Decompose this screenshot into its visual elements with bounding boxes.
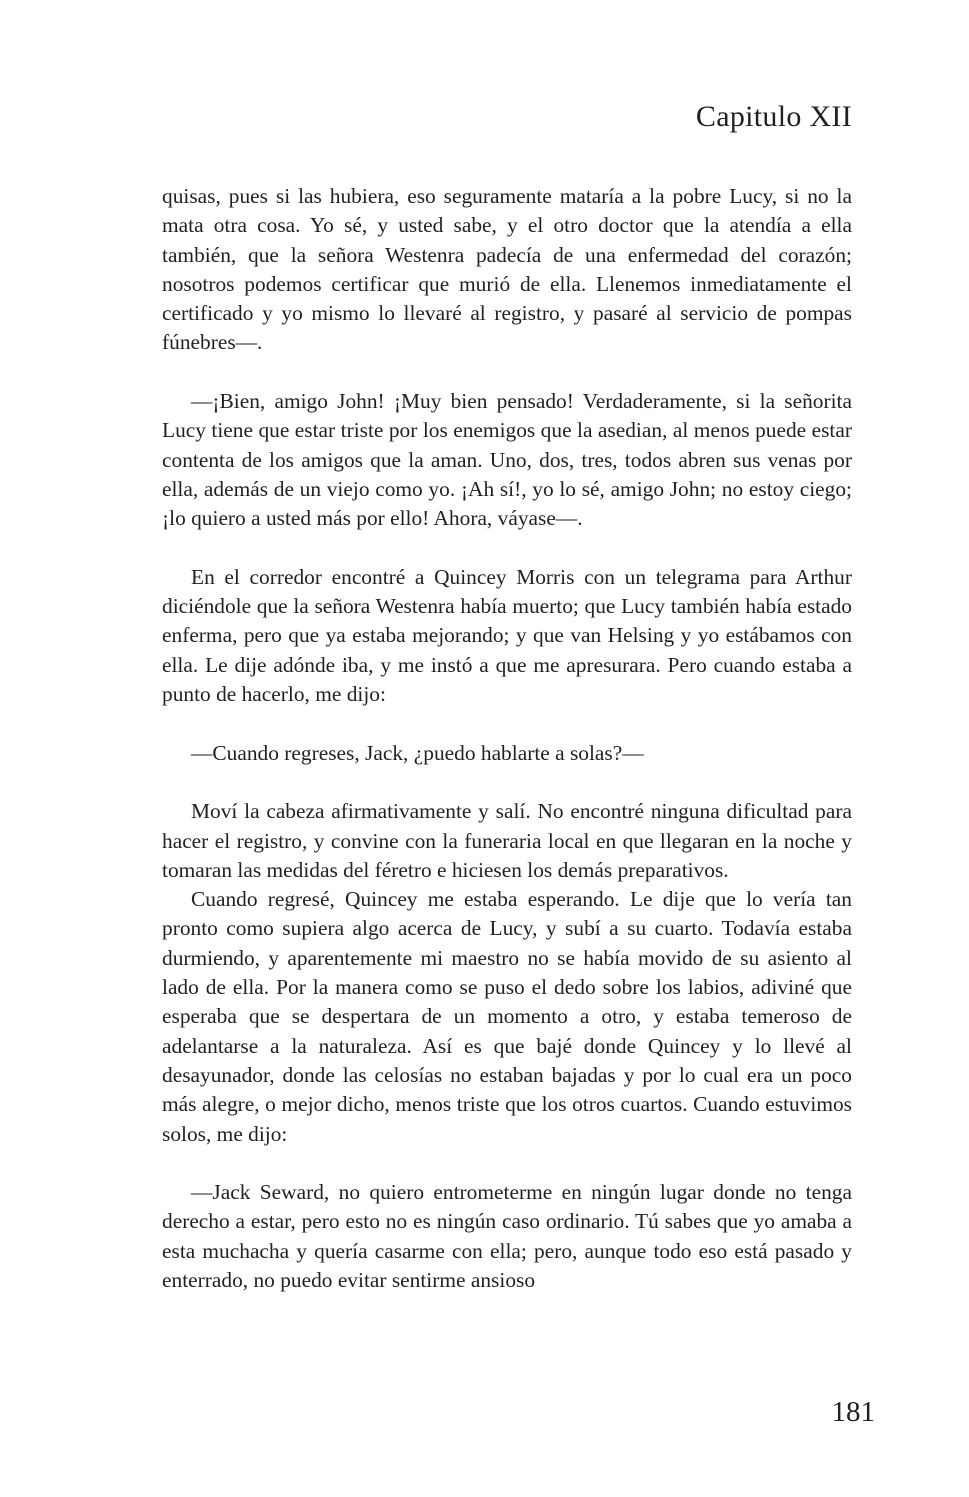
paragraph: —Cuando regreses, Jack, ¿puedo hablarte a solas?— (191, 740, 644, 765)
paragraph: quisas, pues si las hubiera, eso seguramente mataría a la pobre Lucy, si no la mata otra cosa. Yo sé, y usted sabe, y el otro doctor que la atendía a ella también, que la señora Westenra padecía de una enfermedad del corazón; nosotros podemos certificar que murió de ella. Llenemos inmediatamente el certificado y yo mismo lo llevaré al registro, y pasaré al servicio de pompas fúnebres—. (162, 184, 852, 355)
paragraph: En el corredor encontré a Quincey Morris con un telegrama para Arthur diciéndole que la señora Westenra había muerto; que Lucy también había estado enferma, pero que ya estaba mejorando; y que van Helsing y yo estábamos con ella. Le dije adónde iba, y me instó a que me apresurara. Pero cuando estaba a punto de hacerlo, me dijo: (162, 564, 852, 707)
chapter-title: Capitulo XII (695, 100, 852, 133)
paragraph: —Jack Seward, no quiero entrometerme en ningún lugar donde no tenga derecho a estar, pero esto no es ningún caso ordinario. Tú sabes que yo amaba a esta muchacha y quería casarme con ella; pero, aunque todo eso está pasado y enterrado, no puedo evitar sentirme ansioso (162, 1180, 852, 1292)
paragraph: —¡Bien, amigo John! ¡Muy bien pensado! Verdaderamente, si la señorita Lucy tiene que estar triste por los enemigos que la asedian, al menos puede estar contenta de los amigos que la aman. Uno, dos, tres, todos abren sus venas por ella, además de un viejo como yo. ¡Ah sí!, yo lo sé, amigo John; no estoy ciego; ¡lo quiero a usted más por ello! Ahora, váyase—. (162, 389, 852, 531)
paragraph: Moví la cabeza afirmativamente y salí. No encontré ninguna dificultad para hacer el registro, y convine con la funeraria local en que llegaran en la noche y tomaran las medidas del féretro e hiciesen los demás preparativos. (162, 799, 852, 882)
page-number: 181 (831, 1396, 875, 1428)
body-text (162, 182, 852, 1295)
paragraph: Cuando regresé, Quincey me estaba esperando. Le dije que lo vería tan pronto como supiera algo acerca de Lucy, y subí a su cuarto. Todavía estaba durmiendo, y aparentemente mi maestro no se había movido de su asiento al lado de ella. Por la manera como se puso el dedo sobre los labios, adiviné que esperaba que se despertara de un momento a otro, y estaba temeroso de adelantarse a la naturaleza. Así es que bajé donde Quincey y lo llevé al desayunador, donde las celosías no estaban bajadas y por lo cual era un poco más alegre, o mejor dicho, menos triste que los otros cuartos. Cuando estuvimos solos, me dijo: (162, 887, 852, 1146)
